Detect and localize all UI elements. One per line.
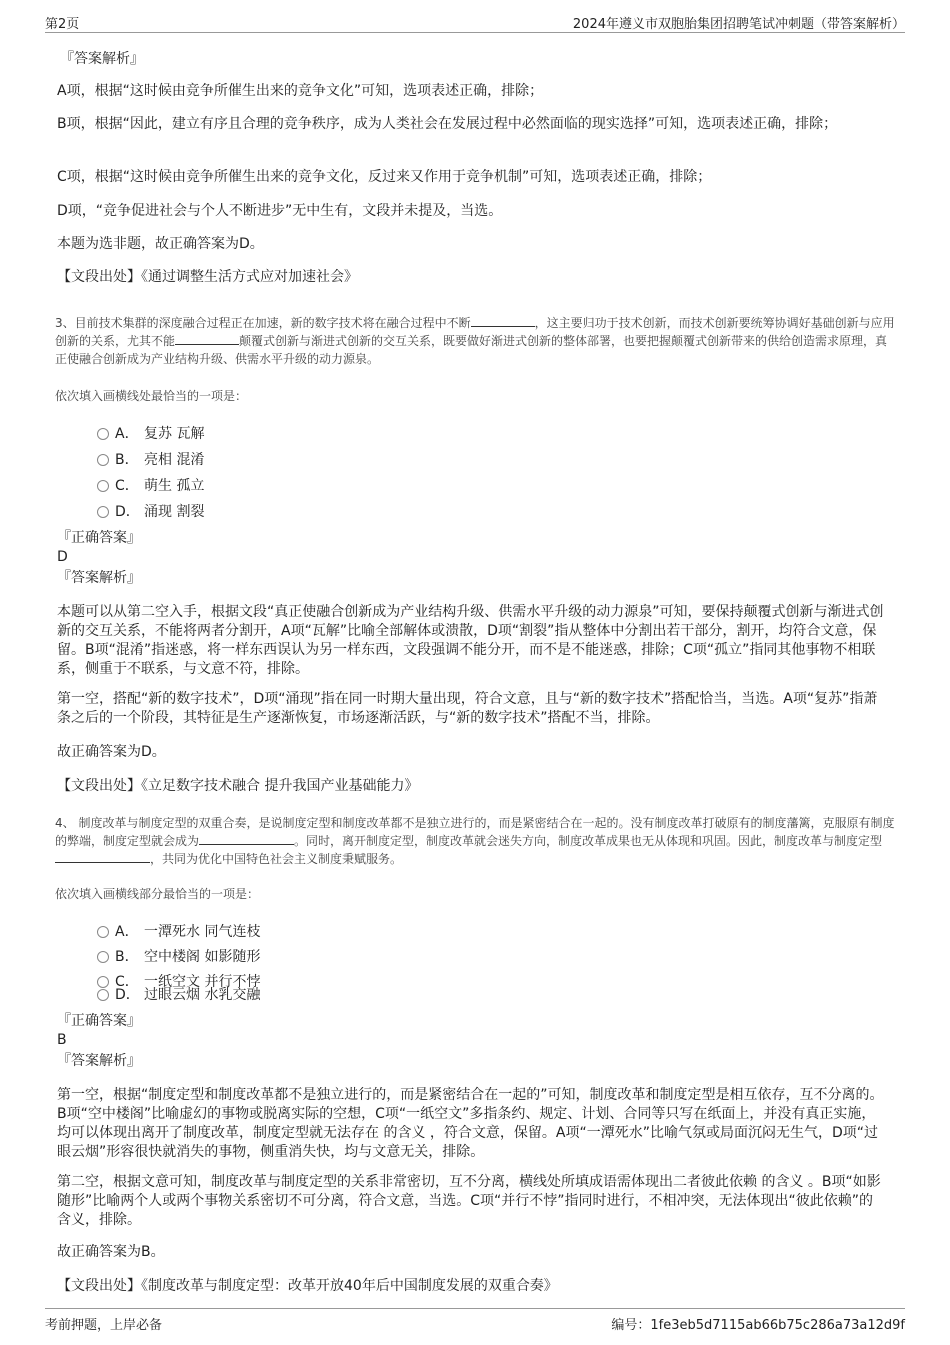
q2-analysis-label: 『答案解析』 [60, 51, 144, 67]
q2-analysis-a: A项，根据“这时候由竞争所催生出来的竞争文化”可知，选项表述正确，排除； [57, 83, 544, 99]
blank-1 [471, 314, 535, 327]
q2-conclusion: 本题为选非题，故正确答案为D。 [57, 236, 264, 252]
radio-icon[interactable] [97, 506, 109, 518]
q3-answer: D [57, 549, 68, 565]
q4-analysis-p2: 第二空，根据文意可知，制度改革与制度定型的关系非常密切，互不分离，横线处所填成语需体现出二者彼此依赖 的含义 。B项“如影随形”比喻两个人或两个事物关系密切不可分离，符合文意，当选。C项“并行不悖”指同时进行，不相冲突，无法体现出“彼此依赖”的含义，排除。 [57, 1174, 881, 1228]
document-title: 2024年遵义市双胞胎集团招聘笔试冲刺题（带答案解析） [572, 17, 905, 32]
q4-answer-label: 『正确答案』 [57, 1013, 141, 1029]
q2-analysis-c: C项，根据“这时候由竞争所催生出来的竞争文化，反过来又作用于竞争机制”可知，选项表述正确，排除； [57, 169, 712, 185]
q4-stem: 4、 制度改革与制度定型的双重合奏，是说制度定型和制度改革都不是独立进行的，而是紧密结合在一起的。没有制度改革打破原有的制度藩篱，克服原有制度的弊端，制度定型就会成为 。同时，离开制度定型，制度改革就会迷失方向，制度改革成果也无从体现和巩固。因此，制度改革与制度定型，共同为优化中国特色社会主义制度秉赋服务。 [55, 816, 895, 866]
q4-analysis-p1: 第一空，根据“制度定型和制度改革都不是独立进行的，而是紧密结合在一起的”可知，制度改革和制度定型是相互依存，互不分离的。B项“空中楼阁”比喻虚幻的事物或脱离实际的空想，C项“一纸空文”多指条约、规定、计划、合同等只写在纸面上，并没有真正实施，均可以体现出离开了制度改革，制度定型就无法存在 的含义 ，符合文意，保留。A项“一潭死水”比喻气氛或局面沉闷无生气，D项“过眼云烟”形容很快就消失的事物，侧重消失快，均与文意无关，排除。 [57, 1087, 884, 1160]
radio-icon[interactable] [97, 428, 109, 440]
q4-analysis-label: 『答案解析』 [57, 1053, 141, 1069]
blank-2 [55, 850, 150, 863]
document-code: 编号：1fe3eb5d7115ab66b75c286a73a12d9f [611, 1318, 905, 1333]
q2-source: 【文段出处】《通过调整生活方式应对加速社会》 [57, 269, 358, 285]
radio-icon[interactable] [97, 989, 109, 1001]
radio-icon[interactable] [97, 480, 109, 492]
q3-analysis-p1: 本题可以从第二空入手，根据文段“真正使融合创新成为产业结构升级、供需水平升级的动力源泉”可知，要保持颠覆式创新与渐进式创新的交互关系，不能将两者分割开，A项“瓦解”比喻全部解体或溃散，D项“割裂”指从整体中分割出若干部分，割开，均符合文意，保留。B项“混淆”指迷惑，将一样东西误认为另一样东西，文段强调不能分开，而不是不能迷惑，排除；C项“孤立”指同其他事物不相联系，侧重于不联系，与文意不符，排除。 [57, 604, 884, 677]
radio-icon[interactable] [97, 976, 109, 988]
q2-analysis-d: D项，“竞争促进社会与个人不断进步”无中生有，文段并未提及，当选。 [57, 203, 503, 219]
q3-answer-label: 『正确答案』 [57, 530, 141, 546]
q4-answer: B [57, 1032, 67, 1048]
page-footer [45, 1308, 905, 1331]
q3-conclusion: 故正确答案为D。 [57, 744, 166, 760]
blank-1 [199, 832, 294, 845]
q3-source: 【文段出处】《立足数字技术融合 提升我国产业基础能力》 [57, 778, 419, 794]
blank-2 [175, 332, 239, 345]
footer-slogan: 考前押题，上岸必备 [45, 1318, 163, 1333]
q2-analysis-b: B项，根据“因此，建立有序且合理的竞争秩序，成为人类社会在发展过程中必然面临的现实选择”可知，选项表述正确，排除； [57, 116, 838, 132]
q4-instruction: 依次填入画横线部分最恰当的一项是： [55, 887, 260, 901]
q3-stem: 3、目前技术集群的深度融合过程正在加速，新的数字技术将在融合过程中不断 ，这主要归功于技术创新，而技术创新要统筹协调好基础创新与应用创新的关系，尤其不能 颠覆式创新与渐进式创新的交互关系，既要做好渐进式创新的整体部署，也要把握颠覆式创新带来的供给创造需求原理，真正使融合创新成为产业结构升级、供需水平升级的动力源泉。 [55, 316, 895, 366]
page-header [45, 10, 905, 33]
radio-icon[interactable] [97, 951, 109, 963]
radio-icon[interactable] [97, 926, 109, 938]
page-number: 第2页 [45, 17, 80, 32]
q3-instruction: 依次填入画横线处最恰当的一项是： [55, 389, 248, 403]
radio-icon[interactable] [97, 454, 109, 466]
q4-source: 【文段出处】《制度改革与制度定型：改革开放40年后中国制度发展的双重合奏》 [57, 1278, 558, 1294]
q3-analysis-label: 『答案解析』 [57, 570, 141, 586]
q4-conclusion: 故正确答案为B。 [57, 1244, 165, 1260]
q3-analysis-p2: 第一空，搭配“新的数字技术”，D项“涌现”指在同一时期大量出现，符合文意，且与“新的数字技术”搭配恰当，当选。A项“复苏”指萧条之后的一个阶段，其特征是生产逐渐恢复，市场逐渐活跃，与“新的数字技术”搭配不当，排除。 [57, 691, 878, 726]
